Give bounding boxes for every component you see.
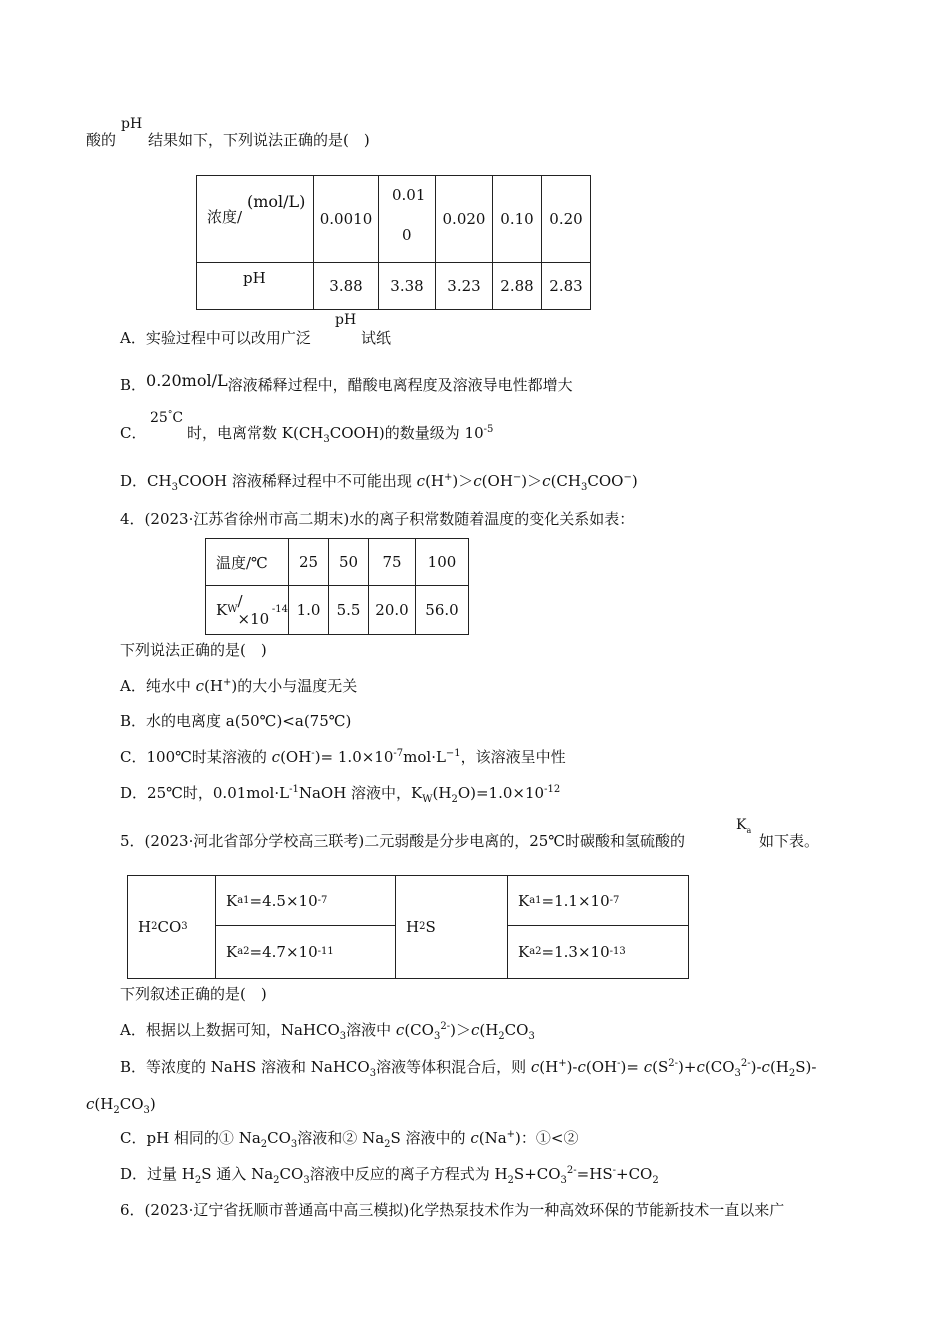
table1-conc-5: 0.20 bbox=[542, 176, 591, 263]
q3-option-a-suffix: 试纸 bbox=[361, 329, 392, 347]
q3-option-a: A．实验过程中可以改用广泛 bbox=[120, 329, 311, 347]
intro-prefix: 酸的 bbox=[86, 131, 117, 149]
q4-option-b: B．水的电离度 a(50℃)<a(75℃) bbox=[120, 712, 352, 730]
q4-table-t2: 50 bbox=[329, 539, 369, 586]
q3-option-c-text: 时，电离常数 $K(CH_3COOH)$的数量级为 $10^{-5}$ bbox=[187, 424, 494, 445]
q4-table-k4: 56.0 bbox=[416, 586, 469, 635]
q3-option-a-ph: pH bbox=[335, 312, 357, 328]
q4-table-t1: 25 bbox=[289, 539, 329, 586]
table1-conc-2: 0.01 0 bbox=[379, 176, 436, 263]
q5-table-co3-ka1: K a1 =4.5×10 -7 bbox=[216, 876, 396, 926]
q5-option-b: B．等浓度的 NaHS 溶液和 NaHCO$_3$溶液等体积混合后，则 $c(H^+)-c(OH^-)= c(S^{2-})+c(CO_3^{2-})-c(H_2S)-$ bbox=[120, 1058, 817, 1079]
table1-ph-1: 3.88 bbox=[314, 263, 379, 310]
table1-ph-5: 2.83 bbox=[542, 263, 591, 310]
table1-head-ph: pH bbox=[197, 263, 314, 310]
q4-table-k3: 20.0 bbox=[369, 586, 416, 635]
q4-table-k2: 5.5 bbox=[329, 586, 369, 635]
q3-option-b: B．0.20mol/L溶液稀释过程中，醋酸电离程度及溶液导电性都增大 bbox=[120, 371, 573, 394]
q5-prompt: 下列叙述正确的是( ) bbox=[120, 985, 267, 1003]
q5-table-co3-ka2: K a2 =4.7×10 -11 bbox=[216, 926, 396, 979]
q4-stem: 4．(2023·江苏省徐州市高二期末)水的离子积常数随着温度的变化关系如表： bbox=[120, 510, 635, 528]
acid-ka-table bbox=[127, 875, 689, 979]
intro-ph-raised: pH bbox=[121, 116, 143, 132]
q4-option-c: C．100℃时某溶液的 $c(OH^-)= 1.0\times 10^{-7}mol\cdot L^{-1}$，该溶液呈中性 bbox=[120, 748, 566, 766]
water-ionization-table bbox=[205, 538, 469, 635]
q5-table-h2co3: H 2 CO 3 bbox=[128, 876, 216, 979]
table1-conc-3: 0.020 bbox=[436, 176, 493, 263]
q4-table-head-temp: 温度/℃ bbox=[206, 539, 289, 586]
ph-concentration-table bbox=[196, 175, 591, 310]
q5-option-d: D．过量 $H_2S$ 通入 $Na_2CO_3$溶液中反应的离子方程式为 $H_2S+CO_3^{2-}=HS^-+CO_2$ bbox=[120, 1165, 659, 1186]
q4-table-t4: 100 bbox=[416, 539, 469, 586]
table1-conc-4: 0.10 bbox=[493, 176, 542, 263]
table1-conc-1: 0.0010 bbox=[314, 176, 379, 263]
intro-suffix: 结果如下，下列说法正确的是( ) bbox=[148, 131, 370, 149]
q5-stem-end: 如下表。 bbox=[759, 832, 820, 850]
q3-option-d: D．$CH_3COOH$ 溶液稀释过程中不可能出现 $c(H^+)>c(OH^-)>c(CH_3COO^-)$ bbox=[120, 472, 638, 493]
q5-option-a: A．根据以上数据可知，NaHCO$_3$溶液中 $c(CO_3^{2-})>c(H_2CO_3$ bbox=[120, 1021, 535, 1042]
table1-head-concentration: 浓度/ (mol/L) bbox=[197, 176, 314, 263]
q4-prompt: 下列说法正确的是( ) bbox=[120, 641, 267, 659]
q4-table-k1: 1.0 bbox=[289, 586, 329, 635]
q5-table-h2s: H 2 S bbox=[396, 876, 508, 979]
q5-ka-raised: $K_a$ bbox=[736, 817, 752, 835]
q5-table-s-ka1: K a1 =1.1×10 -7 bbox=[508, 876, 689, 926]
q4-option-a: A．纯水中 c(H+)的大小与温度无关 bbox=[120, 677, 358, 695]
q3-option-c-temp: 25°C bbox=[150, 410, 184, 426]
table1-ph-4: 2.88 bbox=[493, 263, 542, 310]
q4-option-d: D．25℃时，$0.01mol\cdot L^{-1}NaOH$ 溶液中，$K_W(H_2O)=1.0\times 10^{-12}$ bbox=[120, 784, 561, 805]
q3-option-c: C． bbox=[120, 424, 147, 442]
q4-table-t3: 75 bbox=[369, 539, 416, 586]
q6-stem: 6．(2023·辽宁省抚顺市普通高中高三模拟)化学热泵技术作为一种高效环保的节能新技术一直以来广 bbox=[120, 1201, 785, 1219]
q5-option-c: C．pH 相同的① $Na_2CO_3$溶液和② $Na_2S$ 溶液中的 c(Na+)：①<② bbox=[120, 1129, 579, 1150]
table1-ph-2: 3.38 bbox=[379, 263, 436, 310]
q4-table-head-kw: K W /×10 -14 bbox=[206, 586, 289, 635]
q5-table-s-ka2: K a2 =1.3×10 -13 bbox=[508, 926, 689, 979]
q5-option-b-cont: $c(H_2CO_3)$ bbox=[86, 1095, 156, 1116]
intro-line bbox=[86, 130, 116, 150]
table1-ph-3: 3.23 bbox=[436, 263, 493, 310]
q5-stem: 5．(2023·河北省部分学校高三联考)二元弱酸是分步电离的，25℃时碳酸和氢硫酸的 bbox=[120, 832, 686, 850]
